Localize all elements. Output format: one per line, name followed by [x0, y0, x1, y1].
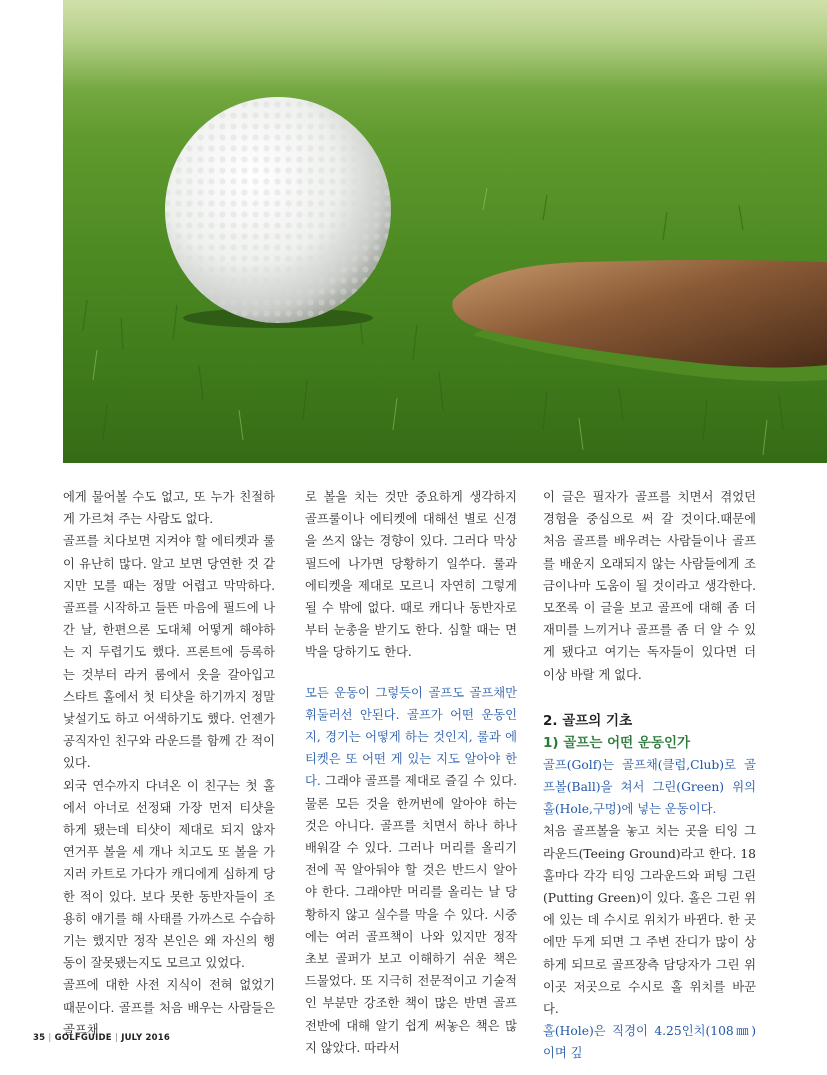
subsection-heading: 1) 골프는 어떤 운동인가: [543, 734, 691, 751]
footer-separator: |: [114, 1033, 119, 1043]
section-heading: 2. 골프의 기초: [543, 712, 633, 729]
col1-paragraph-4: 골프에 대한 사전 지식이 전혀 없었기 때문이다. 골프를 처음 배우는 사람들은 골프채: [63, 978, 275, 1037]
col1-paragraph-1: 에게 물어볼 수도 없고, 또 누가 친절하게 가르쳐 주는 사람도 없다.: [63, 490, 275, 527]
col1-paragraph-2: 골프를 치다보면 지켜야 할 에티켓과 룰이 유난히 많다. 알고 보면 당연한 것 같지만 모를 때는 정말 어렵고 막막하다. 골프를 시작하고 들뜬 마음에 필드에 나간 날, 한편으론 도대체 어떻게 해야하는 지 두렵기도 했다. 프론트에 등록하는 것부터 라커 룸에서 옷을 갈아입고 스타트 홀에서 첫 티샷을 하기까지 정말 낯설기도 하고 어색하기도 했다. 언젠가 공직자인 친구와 라운드를 함께 간 적이 있다.: [63, 534, 275, 771]
issue-date: JULY 2016: [121, 1033, 170, 1043]
col2-highlight: 모든 운동이 그렇듯이 골프도 골프채만 휘둘러선 안된다. 골프가 어떤 운동인지, 경기는 어떻게 하는 것인지, 룰과 에티켓은 또 어떤 게 있는 지도 알아야 한다.: [305, 685, 517, 789]
hero-photo: [63, 0, 827, 463]
golf-photo-illustration: [63, 0, 827, 463]
col2-paragraph-1: 로 볼을 치는 것만 중요하게 생각하지 골프룰이나 에티켓에 대해선 별로 신경을 쓰지 않는 경향이 있다. 그러다 막상 필드에 나가면 당황하기 일쑤다. 룰과 에티켓을 제대로 모르니 자연히 그렇게 될 수 밖에 없다. 때로 캐디나 동반자로부터 눈총을 받기도 한다. 심할 때는 면박을 당하기도 한다.: [305, 490, 517, 660]
golf-ball-icon: [165, 97, 391, 323]
column-2: [305, 486, 517, 1059]
col2-paragraph-2-rest: 그래야 골프를 제대로 즐길 수 있다. 물론 모든 것을 한꺼번에 알아야 하는 것은 아니다. 골프를 치면서 하나 하나 배워갈 수 있다. 그러나 머리를 올리기 전에 꼭 알아둬야 할 것은 반드시 알아야 한다. 그래야만 머리를 올리는 날 당황하지 않고 실수를 막을 수 있다. 시중에는 여러 골프책이 나와 있지만 정작 초보 골퍼가 보고 이해하기 쉬운 책은 드물었다. 또 지극히 전문적이고 기술적인 부분만 강조한 책이 많은 반면 골프 전반에 대해 알기 쉽게 써놓은 책은 많지 않았다. 따라서: [305, 774, 517, 1055]
page-number: 35: [33, 1033, 46, 1043]
page-footer: [33, 1033, 170, 1043]
col3-paragraph-2: 처음 골프볼을 놓고 치는 곳을 티잉 그라운드(Teeing Ground)라고 한다. 18홀마다 각각 티잉 그라운드와 퍼팅 그린(Putting Green)이 있다. 홀은 그린 위에 있는 데 수시로 위치가 바뀐다. 한 곳에만 두게 되면 그 주변 잔디가 많이 상하게 되므로 골프장측 담당자가 그린 위 이곳 저곳으로 수시로 홀 위치를 바꾼다.: [543, 824, 756, 1017]
col3-paragraph-1: 이 글은 필자가 골프를 치면서 겪었던 경험을 중심으로 써 갈 것이다.때문에 처음 골프를 배우려는 사람들이나 골프를 배운지 오래되지 않는 사람들에게 조금이나마 도움이 될 것이라고 생각한다.모쪼록 이 글을 보고 골프에 대해 좀 더 재미를 느끼거나 골프를 좀 더 알 수 있게 됐다고 여기는 독자들이 있다면 더 이상 바랄 게 없다.: [543, 490, 756, 682]
col1-paragraph-3: 외국 연수까지 다녀온 이 친구는 첫 홀에서 아너로 선정돼 가장 먼저 티샷을 하게 됐는데 티샷이 제대로 되지 않자 연거푸 볼을 세 개나 치고도 또 볼을 가지러 카트로 가다가 캐디에게 심하게 당한 적이 있다. 보다 못한 동반자들이 조용히 얘기를 해 사태를 가까스로 수습하기는 했지만 정작 본인은 왜 자신의 행동이 잘못됐는지도 모르고 있었다.: [63, 778, 275, 971]
magazine-name: GOLFGUIDE: [54, 1033, 112, 1043]
column-3: [543, 486, 756, 1065]
footer-separator: |: [48, 1033, 52, 1043]
golf-hole-icon: [452, 260, 827, 368]
col3-highlight-2: 홀(Hole)은 직경이 4.25인치(108㎜)이며 깊: [543, 1024, 756, 1061]
col3-highlight-1: 골프(Golf)는 골프채(클럽,Club)로 골프볼(Ball)을 쳐서 그린(Green) 위의 홀(Hole,구멍)에 넣는 운동이다.: [543, 757, 756, 817]
column-1: [63, 486, 275, 1041]
col2-paragraph-2: [305, 682, 517, 1059]
